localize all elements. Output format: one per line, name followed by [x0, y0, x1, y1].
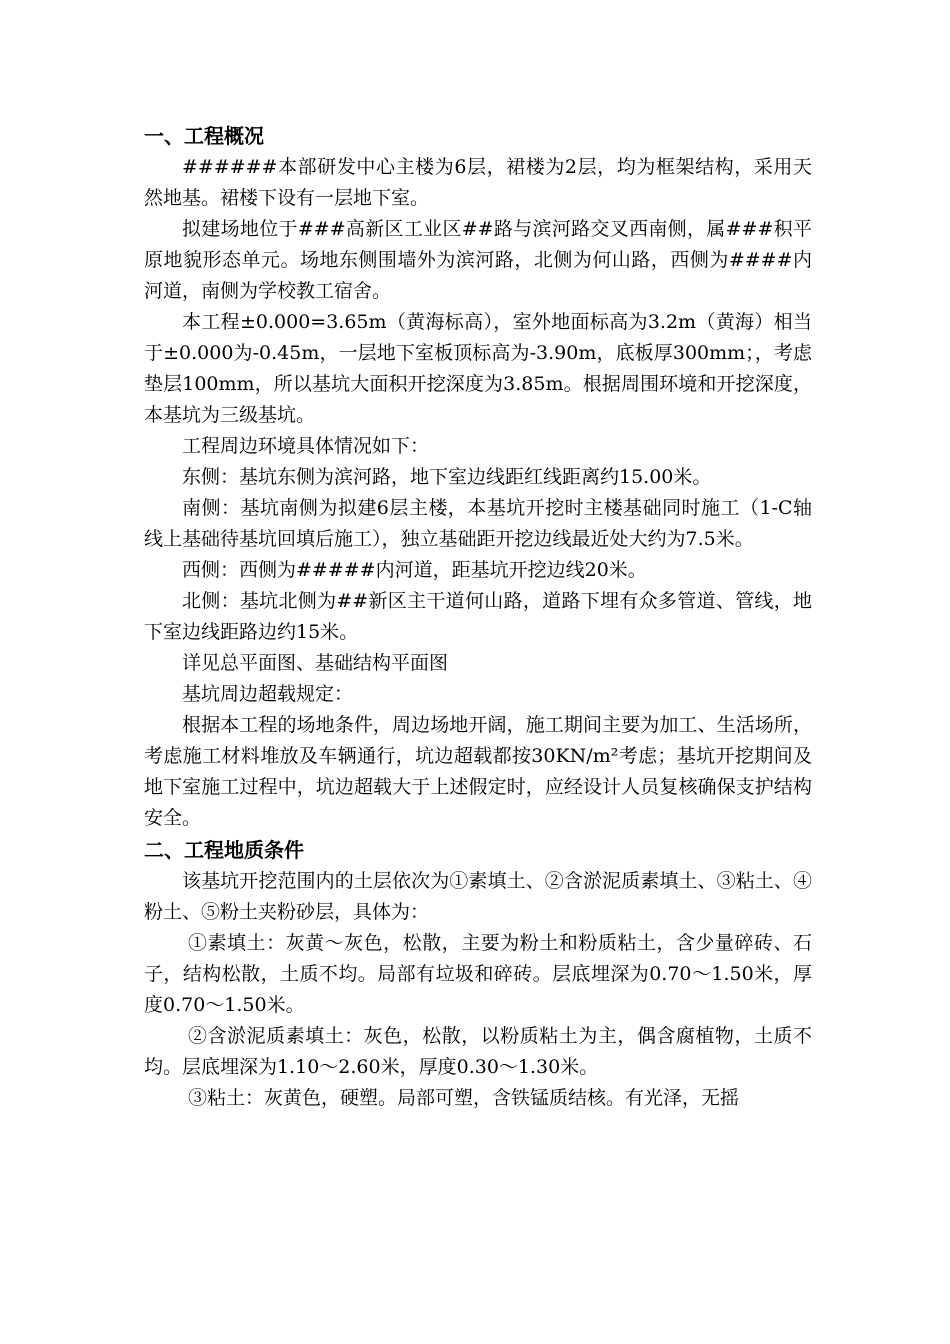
- paragraph-surcharge-rules: 根据本工程的场地条件，周边场地开阔，施工期间主要为加工、生活场所，考虑施工材料堆放及车辆通行，坑边超载都按30KN/m²考虑；基坑开挖期间及地下室施工过程中，坑边超载大于上述假定时，应经设计人员复核确保支护结构安全。: [144, 714, 812, 829]
- paragraph-soil-layer-3: ③粘土：灰黄色，硬塑。局部可塑，含铁锰质结核。有光泽，无摇: [188, 1087, 740, 1109]
- paragraph-site-location: 拟建场地位于###高新区工业区##路与滨河路交叉西南侧，属###积平原地貌形态单元。场地东侧围墙外为滨河路，北侧为何山路，西侧为####内河道，南侧为学校教工宿舍。: [144, 218, 812, 302]
- paragraph-soil-layer-1: ①素填土：灰黄～灰色，松散，主要为粉土和粉质粘土，含少量碎砖、石子，结构松散，土质不均。局部有垃圾和碎砖。层底埋深为0.70～1.50米，厚度0.70～1.50米。: [144, 932, 812, 1016]
- paragraph-west-side: 西侧：西侧为#####内河道，距基坑开挖边线20米。: [182, 559, 647, 581]
- paragraph-building-description: ######本部研发中心主楼为6层，裙楼为2层，均为框架结构，采用天然地基。裙楼下设有一层地下室。: [144, 156, 812, 209]
- paragraph-south-side: 南侧：基坑南侧为拟建6层主楼，本基坑开挖时主楼基础同时施工（1-C轴线上基础待基坑回填后施工），独立基础距开挖边线最近处大约为7.5米。: [144, 497, 812, 550]
- paragraph-north-side: 北侧：基坑北侧为##新区主干道何山路，道路下埋有众多管道、管线，地下室边线距路边约15米。: [144, 590, 812, 643]
- paragraph-soil-layer-2: ②含淤泥质素填土：灰色，松散，以粉质粘土为主，偶含腐植物，土质不均。层底埋深为1.10～2.60米，厚度0.30～1.30米。: [144, 1025, 812, 1078]
- paragraph-see-drawings: 详见总平面图、基础结构平面图: [182, 652, 449, 674]
- paragraph-elevation-depth: 本工程±0.000=3.65m（黄海标高），室外地面标高为3.2m（黄海）相当于±0.000为-0.45m，一层地下室板顶标高为-3.90m，底板厚300mm；，考虑垫层100mm，所以基坑大面积开挖深度为3.85m。根据周围环境和开挖深度，本基坑为三级基坑。: [144, 311, 812, 426]
- paragraph-soil-layers-intro: 该基坑开挖范围内的土层依次为①素填土、②含淤泥质素填土、③粘土、④粉土、⑤粉土夹粉砂层，具体为：: [144, 870, 812, 923]
- section-heading-geology: 二、工程地质条件: [144, 838, 304, 862]
- paragraph-east-side: 东侧：基坑东侧为滨河路，地下室边线距红线距离约15.00米。: [182, 466, 712, 488]
- paragraph-surcharge-title: 基坑周边超载规定：: [182, 683, 354, 705]
- section-heading-overview: 一、工程概况: [144, 124, 264, 148]
- paragraph-surroundings-intro: 工程周边环境具体情况如下：: [182, 435, 430, 457]
- document-body: [144, 120, 812, 1114]
